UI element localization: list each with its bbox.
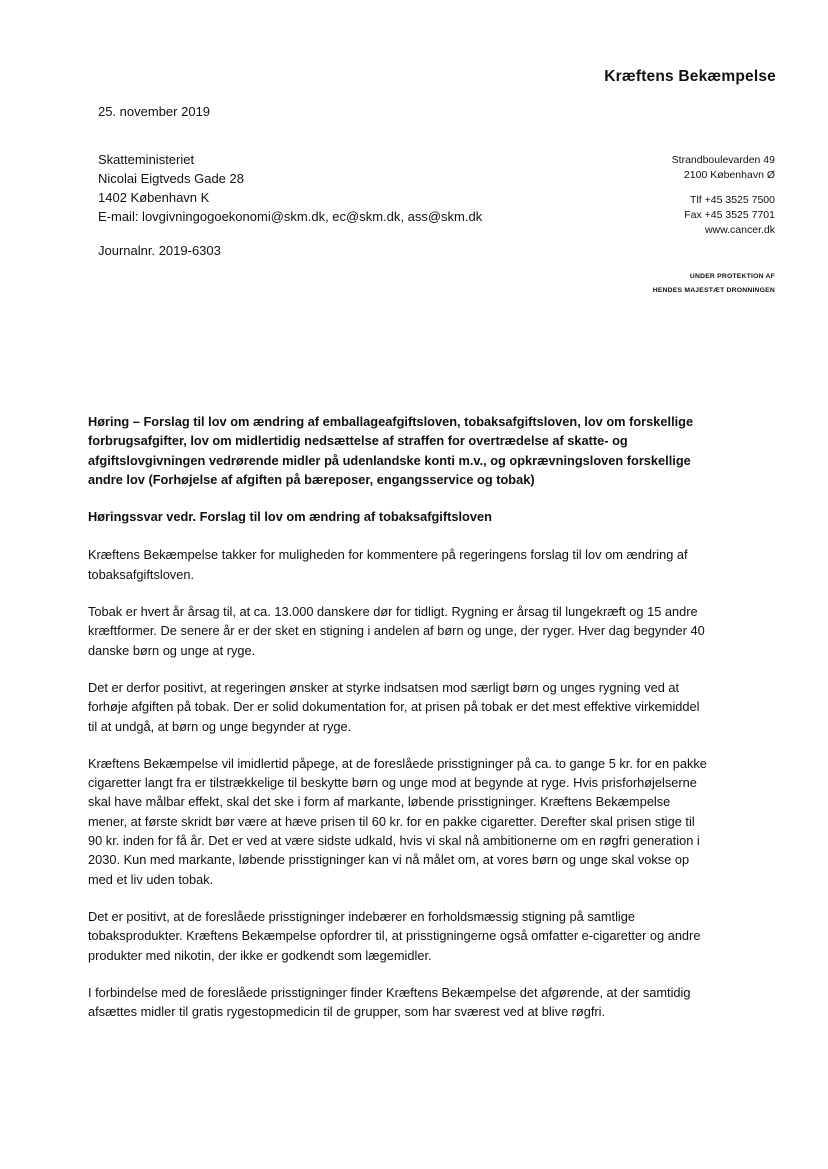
sender-street: Strandboulevarden 49 [671,154,775,166]
body-paragraph: Det er positivt, at de foreslåede prisstigninger indebærer en forholdsmæssig stigning på samtlige tobaksprodukter. Kræftens Bekæmpelse opfordrer til, at prisstigningerne også omfatter e-cigaretter og andre produkter med nikotin, der ikke er godkendt som lægemidler. [88,908,701,963]
body-paragraph: Kræftens Bekæmpelse takker for muligheden for kommentere på regeringens forslag til lov om ændring af tobaksafgiftsloven. [88,547,688,582]
sender-website: www.cancer.dk [704,224,775,236]
recipient-city: 1402 København K [98,190,210,205]
body-paragraph: Kræftens Bekæmpelse vil imidlertid påpege, at de foreslåede prisstigninger på ca. to gange 5 kr. for en pakke cigaretter langt fra er tilstrækkelige til beskytte børn og unge mod at begynde at ryge. Hvis prisforhøjelserne skal have målbar effekt, skal det ske i form af markante, løbende prisstigninger. Kræftens Bekæmpelse mener, at første skridt bør være at hæve prisen til 60 kr. for en pakke cigaretter. Derefter skal prisen stige til 90 kr. inden for få år. Det er ved at være sidste udkald, hvis vi skal nå ambitionerne om en røgfri generation i 2030. Kun med markante, løbende prisstigninger kan vi nå målet om, at vores børn og unge skal vokse op med et liv uden tobak. [88,755,707,887]
sender-fax: Fax +45 3525 7701 [684,209,775,221]
patronage-line-2: HENDES MAJESTÆT DRONNINGEN [652,287,775,294]
body-paragraph: I forbindelse med de foreslåede prisstigninger finder Kræftens Bekæmpelse det afgørende, at der samtidig afsættes midler til gratis rygestopmedicin til de grupper, som har sværest ved at blive røgfri. [88,984,691,1020]
letter-date: 25. november 2019 [98,104,211,119]
sender-city: 2100 København Ø [683,169,775,181]
royal-patronage [653,270,775,298]
organization-name: Kræftens Bekæmpelse [604,68,776,85]
subject-heading: Høring – Forslag til lov om ændring af emballageafgiftsloven, tobaksafgiftsloven, lov om forskellige forbrugsafgifter, lov om midlertidig nedsættelse af straffen for overtrædelse af skatte- og afgiftslovgivningen vedrørende midler på udenlandske konti m.v., og opkrævningsloven forskellige andre lov (Forhøjelse af afgiften på bæreposer, engangsservice og tobak) [88,414,694,487]
recipient-email: E-mail: lovgivningogoekonomi@skm.dk, ec@skm.dk, ass@skm.dk [98,209,483,224]
recipient-name: Skatteministeriet [98,152,195,167]
sender-phone: Tlf +45 3525 7500 [690,194,775,206]
recipient-street: Nicolai Eigtveds Gade 28 [98,171,244,186]
body-paragraph: Det er derfor positivt, at regeringen ønsker at styrke indsatsen mod særligt børn og unges rygning ved at forhøje afgiften på tobak. Der er solid dokumentation for, at prisen på tobak er det mest effektive virkemiddel til at undgå, at børn og unge begynder at ryge. [88,679,700,734]
journal-number: Journalnr. 2019-6303 [98,243,221,258]
subtitle-heading: Høringssvar vedr. Forslag til lov om ændring af tobaksafgiftsloven [88,509,492,525]
patronage-line-1: UNDER PROTEKTION AF [689,273,775,280]
letter-body [88,412,708,1039]
sender-address [672,153,775,238]
recipient-address [98,150,482,226]
body-paragraph: Tobak er hvert år årsag til, at ca. 13.000 danskere dør for tidligt. Rygning er årsag til lungekræft og 15 andre kræftformer. De senere år er der sket en stigning i andelen af børn og unge, der ryger. Hver dag begynder 40 danske børn og unge at ryge. [88,604,705,658]
